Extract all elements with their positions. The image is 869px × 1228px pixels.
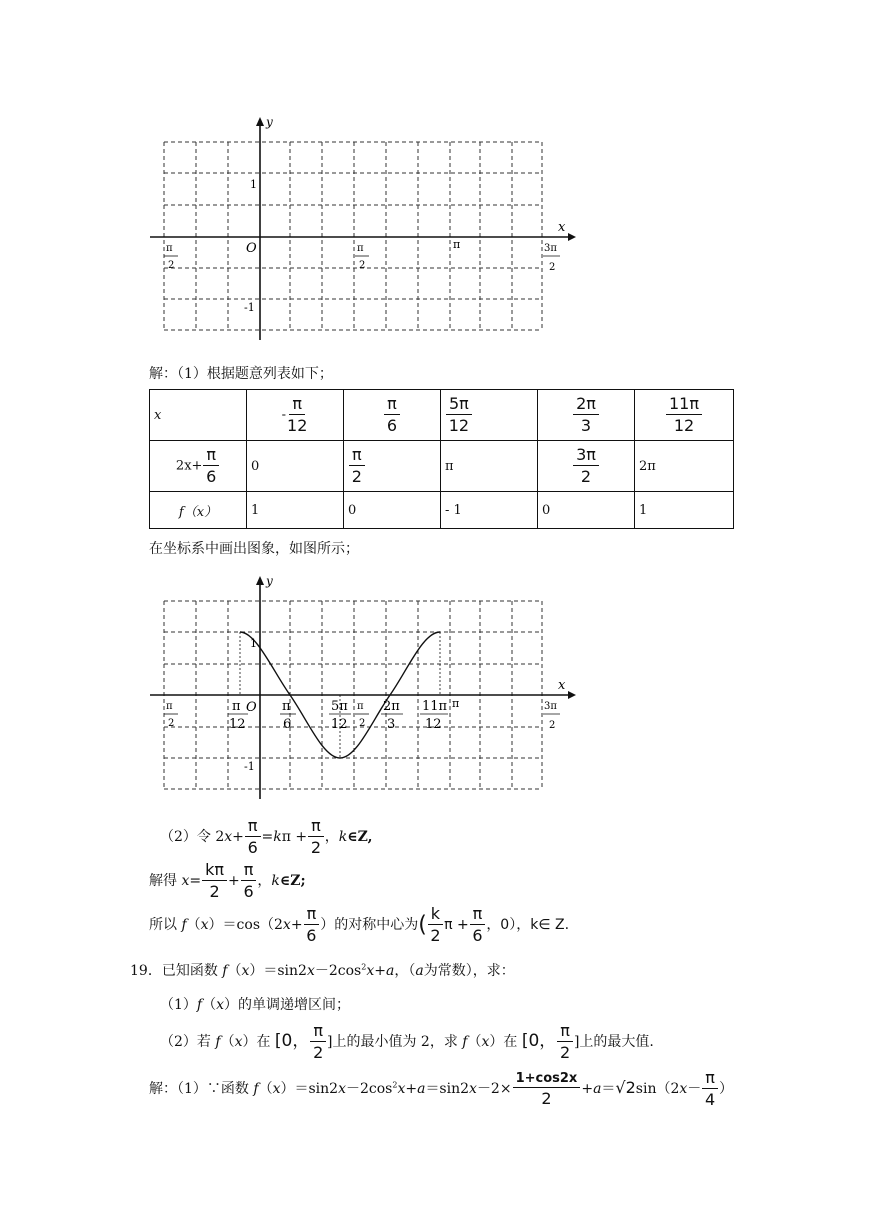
svg-text:6: 6 <box>283 717 292 732</box>
table-cell: $\frac{\pi}{2}$ <box>344 441 441 492</box>
q19-solution-line: 解：（1）∵函数 $f(x)=\sin 2x-2\cos^2x+a=\sin 2x-2\times$ $\frac{1+\cos 2x}{2}$ +a＝√2sin（2x－ $\frac{\pi}{4}$ ） <box>149 1068 733 1109</box>
table-cell: - $\frac{\pi}{12}$ <box>247 390 344 441</box>
q19-stem: 19．已知函数 $f(x)=\sin 2x-2\cos^2x+a$，（a为常数），求： <box>130 962 515 979</box>
svg-text:2: 2 <box>168 718 175 729</box>
svg-text:π: π <box>357 701 364 712</box>
part2-line1: （2）令 2x+ $\frac{\pi}{6}$ =kπ + $\frac{\pi}{2}$ ，k∈Z, <box>160 816 373 857</box>
table-header-x: x <box>150 390 247 441</box>
svg-text:12: 12 <box>229 717 246 732</box>
table-header-arg: 2x+ $\frac{\pi}{6}$ <box>150 441 247 492</box>
tick-pi: π <box>453 238 461 251</box>
svg-text:2: 2 <box>549 720 556 731</box>
y-tick-one: 1 <box>250 178 257 191</box>
tick-3pi-over-2 <box>543 243 560 273</box>
table-cell: $\frac{5\pi}{12}$ <box>441 390 538 441</box>
y-tick-one: 1 <box>250 637 257 650</box>
origin-label: O <box>246 700 257 715</box>
table-cell: 0 <box>247 441 344 492</box>
solution-intro: 解：（1）根据题意列表如下； <box>149 366 333 382</box>
tick-3pi-over-2 <box>543 701 560 731</box>
table-cell: $\frac{2\pi}{3}$ <box>538 390 635 441</box>
table-row-arg <box>150 441 734 492</box>
y-tick-neg-one: -1 <box>244 760 255 773</box>
y-axis-label: y <box>266 115 273 129</box>
table-cell: 0 <box>344 492 441 529</box>
svg-text:π: π <box>166 701 173 712</box>
origin-label: O <box>246 241 257 256</box>
part2-line3: 所以 f（x）＝cos（2x+ $\frac{\pi}{6}$ ）的对称中心为( $\frac{k}{2}$ π + $\frac{\pi}{6}$ ，0），k∈ Z. <box>149 904 570 945</box>
draw-graph-text: 在坐标系中画出图象，如图所示； <box>149 541 359 557</box>
table-cell: $\frac{11\pi}{12}$ <box>635 390 734 441</box>
tick-11pi-over-12 <box>420 699 448 732</box>
q19-sub2: （2）若 f（x）在 [0， $\frac{\pi}{2}$ ]上的最小值为 2，求 f（x）在 [0， $\frac{\pi}{2}$ ]上的最大值. <box>160 1021 654 1062</box>
svg-text:2π: 2π <box>383 699 400 714</box>
svg-text:3: 3 <box>387 717 396 732</box>
graph-cosine-curve <box>140 571 590 806</box>
svg-text:12: 12 <box>425 717 442 732</box>
table-cell: π <box>441 441 538 492</box>
table-cell: 2π <box>635 441 734 492</box>
svg-text:π: π <box>166 243 173 254</box>
svg-text:π: π <box>357 243 364 254</box>
y-tick-neg-one: -1 <box>244 301 255 314</box>
x-axis-label: x <box>558 678 566 693</box>
tick-pi-over-2 <box>355 243 369 271</box>
svg-text:π: π <box>232 699 241 714</box>
svg-text:12: 12 <box>331 717 348 732</box>
table-cell: 1 <box>247 492 344 529</box>
part2-line2: 解得 x= $\frac{k\pi}{2}$ + $\frac{\pi}{6}$ ，k∈Z; <box>149 860 306 901</box>
table-cell: 1 <box>635 492 734 529</box>
table-cell: $\frac{3\pi}{2}$ <box>538 441 635 492</box>
q19-sub1: （1）f（x）的单调递增区间； <box>160 997 351 1013</box>
table-cell: $\frac{\pi}{6}$ <box>344 390 441 441</box>
tick-pi: π <box>452 697 460 710</box>
table-row-x <box>150 390 734 441</box>
table-cell: - 1 <box>441 492 538 529</box>
svg-text:2: 2 <box>359 260 366 271</box>
tick-pi-over-2 <box>355 701 369 729</box>
x-axis-label: x <box>558 220 566 235</box>
table-row-f <box>150 492 734 529</box>
graph-empty-grid <box>140 112 590 347</box>
svg-text:5π: 5π <box>331 699 348 714</box>
tick-neg-pi-over-2 <box>164 701 178 729</box>
svg-text:π: π <box>282 699 291 714</box>
svg-text:3π: 3π <box>544 701 557 712</box>
svg-text:2: 2 <box>549 262 556 273</box>
table-header-f: f（x） <box>150 492 247 529</box>
svg-text:11π: 11π <box>422 699 448 714</box>
svg-text:2: 2 <box>359 718 366 729</box>
tick-neg-pi-over-2 <box>164 243 178 271</box>
table-cell: 0 <box>538 492 635 529</box>
svg-text:2: 2 <box>168 260 175 271</box>
value-table <box>149 389 734 529</box>
y-axis-label: y <box>266 574 273 588</box>
svg-text:3π: 3π <box>544 243 557 254</box>
tick-neg-pi-over-12 <box>228 699 248 732</box>
